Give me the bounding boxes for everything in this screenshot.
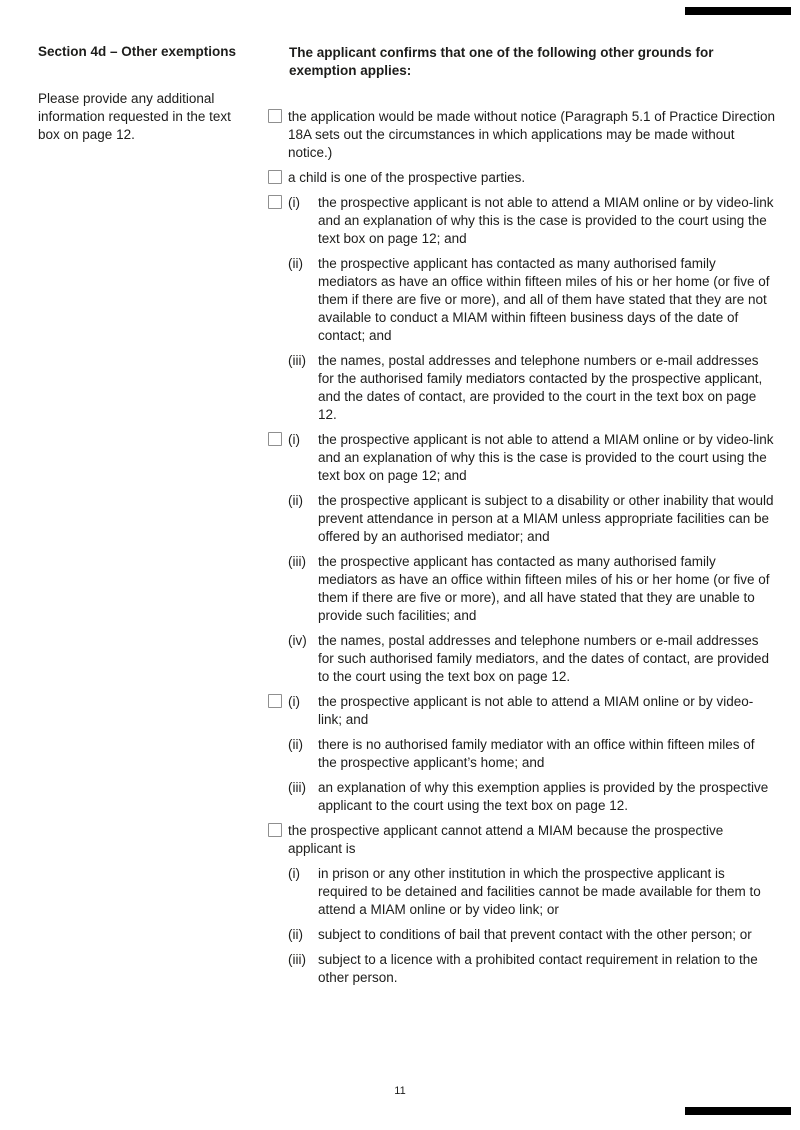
subitem [288,492,776,546]
subitem [288,779,776,815]
subitem-number: (iv) [288,633,307,648]
subitem [288,194,776,248]
subitem-number: (ii) [288,737,303,752]
exemption-item-cannot-attend [268,822,776,987]
subitem-text: the prospective applicant has contacted as many authorised family mediators as have an office within fifteen miles of his or her home (or five of them if there are five or more), and all have stated that they are unable to provide such facilities; and [318,554,770,623]
item-text: the application would be made without notice (Paragraph 5.1 of Practice Direction 18A sets out the circumstances in which applications may be made without notice.) [288,109,776,160]
subitem [288,632,776,686]
page-number: 11 [394,1085,406,1097]
registration-mark-bottom [685,1107,791,1115]
exemption-item-disability [268,431,776,686]
subitem-text: the prospective applicant is not able to attend a MIAM online or by video-link and an explanation of why this is the case is provided to the court using the text box on page 12; and [318,432,774,483]
subitem-text: the prospective applicant is not able to attend a MIAM online or by video-link and an explanation of why this is the case is provided to the court using the text box on page 12; and [318,195,774,246]
checkbox-cannot-attend[interactable] [268,823,282,837]
exemption-item-without-notice [268,108,776,162]
main-heading: The applicant confirms that one of the following other grounds for exemption applies: [289,45,714,78]
subitem-number: (i) [288,866,300,881]
subitem-number: (iii) [288,780,306,795]
section-note: Please provide any additional information requested in the text box on page 12. [38,91,231,142]
subitem-number: (iii) [288,353,306,368]
subitem-group [288,693,776,815]
checkbox-without-notice[interactable] [268,109,282,123]
subitem-text: subject to conditions of bail that prevent contact with the other person; or [318,927,752,942]
subitem [288,926,776,944]
subitem-text: an explanation of why this exemption applies is provided by the prospective applicant to the court using the text box on page 12. [318,780,769,813]
subitem-text: the prospective applicant has contacted as many authorised family mediators as have an office within fifteen miles of his or her home (or five of them if there are five or more), and all of them have stated that they are not available to conduct a MIAM within fifteen business days of the date of contact; and [318,256,770,343]
subitem [288,553,776,625]
subitem [288,736,776,772]
left-column [38,44,244,994]
item-intro-text: the prospective applicant cannot attend a MIAM because the prospective applicant is [288,823,724,856]
subitem-text: the prospective applicant is subject to a disability or other inability that would prevent attendance in person at a MIAM unless appropriate facilities can be offered by an authorised mediator; and [318,493,774,544]
subitem [288,693,776,729]
checkbox-mediator-unavailable[interactable] [268,195,282,209]
exemption-item-child-party [268,169,776,187]
subitem-number: (ii) [288,927,303,942]
subitem-text: the prospective applicant is not able to attend a MIAM online or by video-link; and [318,694,754,727]
subitem-text: in prison or any other institution in which the prospective applicant is required to be detained and facilities cannot be made available for them to attend a MIAM online or by video link; or [318,866,761,917]
subitem-text: the names, postal addresses and telephone numbers or e-mail addresses for such authorised family mediators, and the dates of contact, are provided to the court using the text box on page 12. [318,633,769,684]
subitem [288,431,776,485]
registration-mark-top [685,7,791,15]
subitem-number: (ii) [288,256,303,271]
subitem-number: (i) [288,694,300,709]
section-heading: Section 4d – Other exemptions [38,44,237,59]
subitem [288,865,776,919]
subitem-number: (i) [288,432,300,447]
subitem-number: (i) [288,195,300,210]
right-column [268,44,776,994]
subitem-number: (iii) [288,952,306,967]
exemption-item-no-mediator-nearby [268,693,776,815]
item-text: a child is one of the prospective parties. [288,170,526,185]
subitem-group [288,194,776,424]
subitem-text: there is no authorised family mediator with an office within fifteen miles of the prospective applicant’s home; and [318,737,755,770]
checkbox-no-mediator-nearby[interactable] [268,694,282,708]
subitem-group [288,822,776,987]
subitem-group [288,431,776,686]
subitem [288,352,776,424]
subitem-text: subject to a licence with a prohibited contact requirement in relation to the other person. [318,952,758,985]
checkbox-child-party[interactable] [268,170,282,184]
subitem [288,255,776,345]
subitem-text: the names, postal addresses and telephone numbers or e-mail addresses for the authorised family mediators contacted by the prospective applicant, and the dates of contact, are provided to the court in the text box on page 12. [318,353,763,422]
checkbox-disability[interactable] [268,432,282,446]
exemption-item-mediator-unavailable [268,194,776,424]
subitem-number: (ii) [288,493,303,508]
subitem [288,951,776,987]
subitem-number: (iii) [288,554,306,569]
